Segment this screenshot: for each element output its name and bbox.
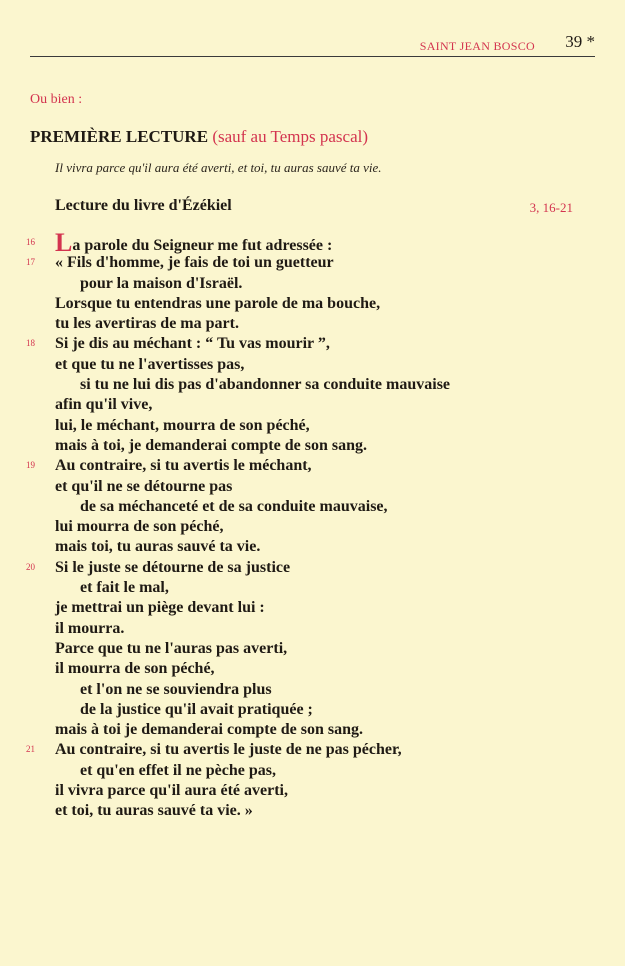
running-header xyxy=(30,30,595,57)
line-body: et fait le mal, xyxy=(80,579,169,597)
verse-number: 21 xyxy=(26,744,35,755)
text-line xyxy=(0,416,625,436)
text-line xyxy=(0,294,625,314)
line-text xyxy=(55,436,367,456)
text-line xyxy=(0,375,625,395)
line-body: il vivra parce qu'il aura été averti, xyxy=(55,782,288,800)
line-body: tu les avertiras de ma part. xyxy=(55,315,239,333)
line-body: Si je dis au méchant : “ Tu vas mourir ”, xyxy=(55,335,330,353)
line-text xyxy=(55,355,244,375)
text-line xyxy=(0,477,625,497)
text-line xyxy=(0,334,625,354)
line-body: de sa méchanceté et de sa conduite mauvaise, xyxy=(80,497,388,515)
line-text xyxy=(55,294,380,314)
line-body: Lorsque tu entendras une parole de ma bouche, xyxy=(55,294,381,312)
text-line xyxy=(0,801,625,821)
text-line xyxy=(0,314,625,334)
line-body: Au contraire, si tu avertis le méchant, xyxy=(55,457,312,475)
line-text xyxy=(80,761,276,781)
line-text xyxy=(55,477,232,497)
line-body: mais toi, tu auras sauvé ta vie. xyxy=(55,538,261,556)
or-label: Ou bien : xyxy=(30,92,83,107)
line-body: de la justice qu'il avait pratiquée ; xyxy=(80,700,313,718)
line-text xyxy=(55,740,402,760)
text-line xyxy=(0,436,625,456)
line-body: et que tu ne l'avertisses pas, xyxy=(55,355,245,373)
line-text xyxy=(55,619,124,639)
text-line xyxy=(0,558,625,578)
line-text xyxy=(55,639,287,659)
line-body: mais à toi je demanderai compte de son sang. xyxy=(55,721,363,739)
verse-number: 16 xyxy=(26,237,35,247)
text-line xyxy=(0,700,625,720)
line-body: Parce que tu ne l'auras pas averti, xyxy=(55,639,288,657)
line-text xyxy=(55,659,215,679)
text-line xyxy=(0,497,625,517)
header-title: SAINT JEAN BOSCO xyxy=(419,39,535,53)
line-text xyxy=(80,375,450,395)
reading-heading xyxy=(30,127,368,147)
line-text xyxy=(55,558,290,578)
line-text xyxy=(55,395,152,415)
line-text xyxy=(55,801,253,821)
line-text xyxy=(80,497,388,517)
line-body: je mettrai un piège devant lui : xyxy=(55,599,265,617)
text-line xyxy=(0,761,625,781)
line-text xyxy=(80,274,242,294)
line-text xyxy=(55,456,312,476)
text-line xyxy=(0,355,625,375)
text-line xyxy=(0,228,625,257)
line-text xyxy=(55,253,334,273)
line-text xyxy=(55,314,239,334)
text-line xyxy=(0,517,625,537)
line-body: Au contraire, si tu avertis le juste de ne pas pécher, xyxy=(55,741,402,759)
page-number: 39 * xyxy=(565,32,595,51)
text-line xyxy=(0,537,625,557)
line-body: lui, le méchant, mourra de son péché, xyxy=(55,416,310,434)
text-line xyxy=(0,680,625,700)
line-body: « Fils d'homme, je fais de toi un guetteur xyxy=(55,254,334,272)
book-title: Lecture du livre d'Ézékiel xyxy=(55,197,232,214)
line-text xyxy=(80,578,169,598)
line-text xyxy=(80,680,272,700)
line-text xyxy=(80,700,313,720)
line-body: et l'on ne se souviendra plus xyxy=(80,680,272,698)
text-line xyxy=(0,781,625,801)
line-body: afin qu'il vive, xyxy=(55,396,153,414)
line-body: il mourra. xyxy=(55,619,125,637)
book-reference: 3, 16-21 xyxy=(529,200,573,215)
line-body: mais à toi, je demanderai compte de son sang. xyxy=(55,436,367,454)
reading-title: PREMIÈRE LECTURE xyxy=(30,127,209,146)
text-line xyxy=(0,659,625,679)
line-text xyxy=(55,720,363,740)
verse-number: 20 xyxy=(26,561,35,572)
verse-number: 17 xyxy=(26,257,35,268)
line-text xyxy=(55,416,310,436)
verse-number: 19 xyxy=(26,460,35,471)
line-body: a parole du Seigneur me fut adressée : xyxy=(72,237,333,254)
text-line xyxy=(0,274,625,294)
text-line xyxy=(0,253,625,273)
line-text xyxy=(55,334,330,354)
reading-note: (sauf au Temps pascal) xyxy=(212,127,369,146)
line-text xyxy=(55,598,265,618)
line-body: Si le juste se détourne de sa justice xyxy=(55,558,291,576)
line-body: et qu'il ne se détourne pas xyxy=(55,477,233,495)
text-line xyxy=(0,619,625,639)
line-body: et toi, tu auras sauvé ta vie. » xyxy=(55,802,253,820)
line-body: il mourra de son péché, xyxy=(55,660,215,678)
text-line xyxy=(0,639,625,659)
line-text xyxy=(55,537,260,557)
line-text xyxy=(55,781,288,801)
line-body: lui mourra de son péché, xyxy=(55,518,224,536)
reading-text xyxy=(0,228,625,822)
drop-cap: L xyxy=(55,228,73,257)
text-line xyxy=(0,395,625,415)
line-body: pour la maison d'Israël. xyxy=(80,274,243,292)
line-text xyxy=(55,517,223,537)
verse-number: 18 xyxy=(26,338,35,349)
text-line xyxy=(0,578,625,598)
line-body: et qu'en effet il ne pèche pas, xyxy=(80,761,276,779)
reading-summary: Il vivra parce qu'il aura été averti, et toi, tu auras sauvé ta vie. xyxy=(55,160,382,175)
text-line xyxy=(0,740,625,760)
text-line xyxy=(0,456,625,476)
line-body: si tu ne lui dis pas d'abandonner sa conduite mauvaise xyxy=(80,376,451,394)
text-line xyxy=(0,598,625,618)
text-line xyxy=(0,720,625,740)
